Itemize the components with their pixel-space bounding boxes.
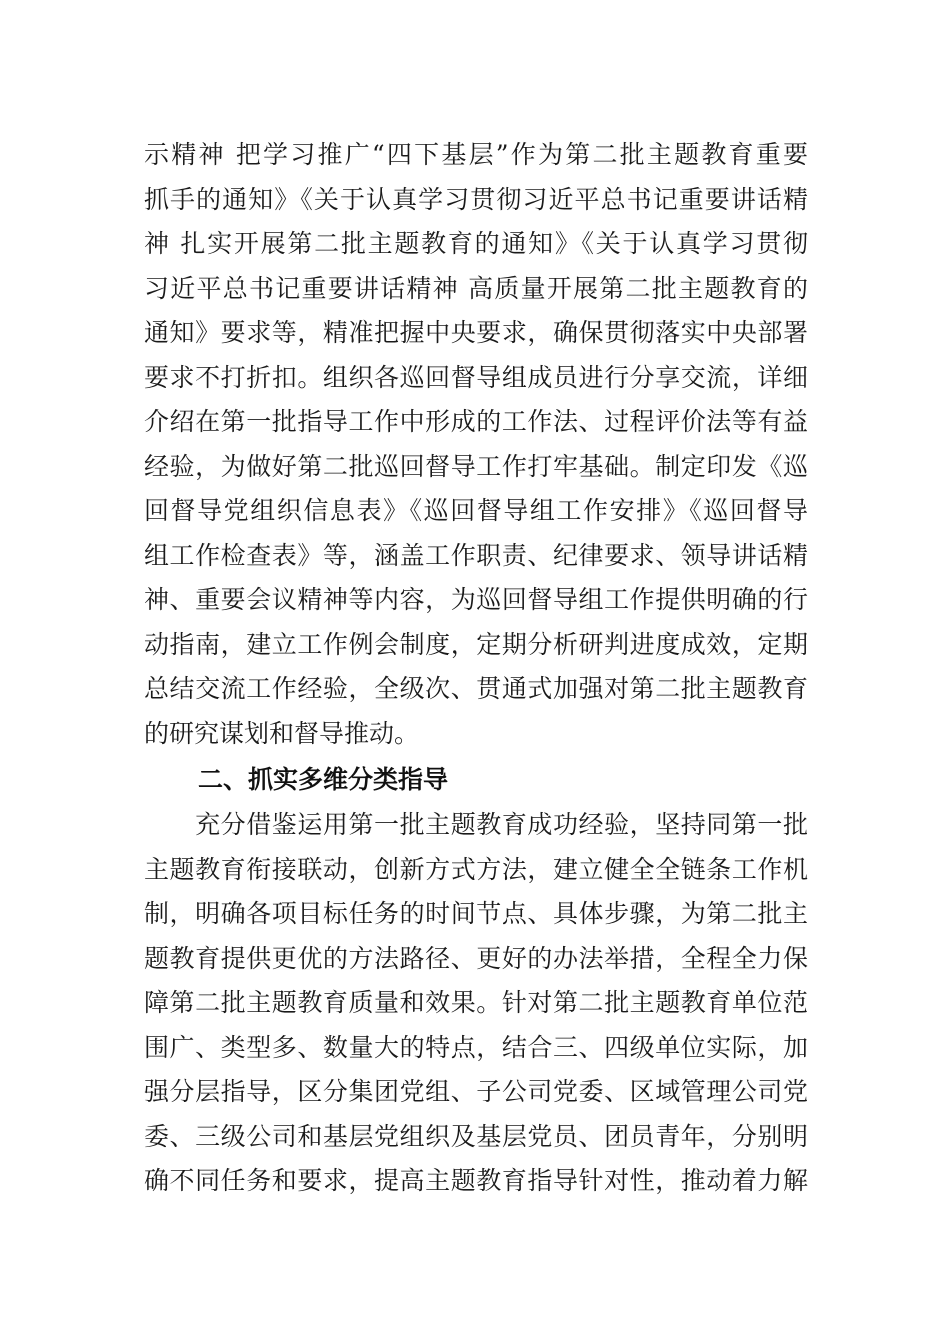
text-line: 围广、类型多、数量大的特点，结合三、四级单位实际，加 <box>144 1032 808 1062</box>
text-line: 经验，为做好第二批巡回督导工作打牢基础。制定印发《巡 <box>144 451 808 481</box>
paragraph-continued <box>144 133 808 756</box>
text-line: 总结交流工作经验，全级次、贯通式加强对第二批主题教育 <box>144 674 808 703</box>
text-line: 充分借鉴运用第一批主题教育成功经验，坚持同第一批 <box>144 810 808 839</box>
text-line: 制，明确各项目标任务的时间节点、具体步骤，为第二批主 <box>144 899 808 928</box>
text-line: 习近平总书记重要讲话精神 高质量开展第二批主题教育的 <box>144 273 808 303</box>
text-line: 题教育提供更优的方法路径、更好的办法举措，全程全力保 <box>144 943 808 973</box>
text-line: 抓手的通知》《关于认真学习贯彻习近平总书记重要讲话精 <box>144 184 808 214</box>
text-line: 的研究谋划和督导推动。 <box>144 718 420 748</box>
text-line: 确不同任务和要求，提高主题教育指导针对性，推动着力解 <box>144 1166 808 1195</box>
text-line: 主题教育衔接联动，创新方式方法，建立健全全链条工作机 <box>144 854 808 884</box>
text-line: 障第二批主题教育质量和效果。针对第二批主题教育单位范 <box>144 988 808 1017</box>
text-line: 要求不打折扣。组织各巡回督导组成员进行分享交流，详细 <box>144 362 808 392</box>
text-line: 组工作检查表》等，涵盖工作职责、纪律要求、领导讲话精 <box>144 540 808 570</box>
text-line: 回督导党组织信息表》《巡回督导组工作安排》《巡回督导 <box>144 496 808 525</box>
text-line: 委、三级公司和基层党组织及基层党员、团员青年，分别明 <box>144 1121 808 1151</box>
text-line: 强分层指导，区分集团党组、子公司党委、区域管理公司党 <box>144 1077 808 1106</box>
text-line: 动指南，建立工作例会制度，定期分析研判进度成效，定期 <box>144 629 808 659</box>
text-line: 示精神 把学习推广“四下基层”作为第二批主题教育重要 <box>144 140 808 169</box>
text-line: 通知》要求等，精准把握中央要求，确保贯彻落实中央部署 <box>144 318 808 347</box>
text-line: 神 扎实开展第二批主题教育的通知》《关于认真学习贯彻 <box>144 229 808 258</box>
text-line: 神、重要会议精神等内容，为巡回督导组工作提供明确的行 <box>144 585 808 614</box>
text-line: 介绍在第一批指导工作中形成的工作法、过程评价法等有益 <box>144 407 808 436</box>
paragraph-section-two <box>144 803 808 1204</box>
section-heading: 二、抓实多维分类指导 <box>198 765 449 794</box>
